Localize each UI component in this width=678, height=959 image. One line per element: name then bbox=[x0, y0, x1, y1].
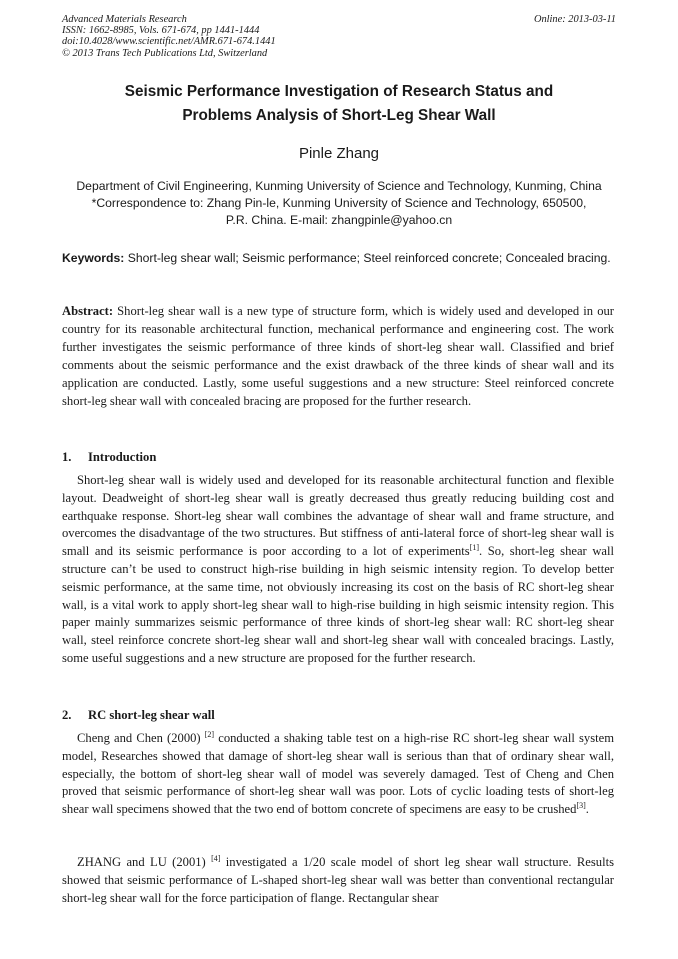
journal-copyright: © 2013 Trans Tech Publications Ltd, Switzerland bbox=[62, 47, 268, 59]
affiliation-line-1: Department of Civil Engineering, Kunming University of Science and Technology, Kunming, China bbox=[76, 179, 602, 193]
abstract-text: Short-leg shear wall is a new type of structure form, which is widely used and developed in our country for its reasonable architectural function, mechanical performance and engineering cost. The work further investigates the seismic performance of three kinds of short-leg shear wall. Classified and brief comments about the seismic performance and the exist drawback of the three kinds of shear wall and its application are conducted. Lastly, some useful suggestions and a new structure: Steel reinforced concrete short-leg shear wall with concealed bracing are proposed for the further research. bbox=[62, 304, 614, 408]
paragraph-text: investigated a 1/20 scale model of short leg shear wall structure. Results showed that seismic performance of L-shaped short-leg shear wall was better than conventional rectangular short-leg shear wall for the force participation of flange. Rectangular shear bbox=[62, 855, 614, 905]
paragraph-text: . bbox=[585, 802, 589, 817]
citation-ref: [2] bbox=[204, 730, 215, 739]
rc-paragraph-2 bbox=[62, 854, 614, 907]
paragraph-text: ZHANG and LU (2001) bbox=[77, 855, 206, 869]
section-heading-introduction bbox=[62, 449, 614, 466]
section-title: Introduction bbox=[88, 450, 157, 464]
affiliation-line-2: *Correspondence to: Zhang Pin-le, Kunming University of Science and Technology, 650500, bbox=[91, 196, 587, 211]
affiliation-line-3: P.R. China. E-mail: zhangpinle@yahoo.cn bbox=[225, 213, 453, 228]
abstract-label: Abstract: bbox=[62, 304, 114, 318]
paper-title-line-2: Problems Analysis of Short-Leg Shear Wall bbox=[182, 107, 496, 124]
section-heading-rc-short-leg-shear-wall bbox=[62, 707, 614, 724]
paragraph-text: conducted a shaking table test on a high-rise RC short-leg shear wall system model, Researches showed that damage of short-leg shear wall is serious than that of ordinary shear wall, especially, the bottom of short-leg shear wall of model was severely damaged. Test of Cheng and Chen proved that seismic performance of short-leg shear wall was poor. Lots of cyclic loading tests of short-leg shear wall specimens showed that the two end of bottom concrete of specimens are easy to be crushed bbox=[62, 731, 615, 817]
introduction-paragraph bbox=[62, 472, 614, 668]
online-date: Online: 2013-03-11 bbox=[533, 14, 616, 25]
journal-issn: ISSN: 1662-8985, Vols. 671-674, pp 1441-1444 bbox=[62, 25, 260, 37]
citation-ref: [3] bbox=[576, 801, 586, 811]
paper-title-line-1: Seismic Performance Investigation of Research Status and bbox=[124, 83, 554, 100]
journal-name: Advanced Materials Research bbox=[62, 14, 187, 25]
paragraph-text: Cheng and Chen (2000) bbox=[77, 731, 201, 745]
journal-doi: doi:10.4028/www.scientific.net/AMR.671-674.1441 bbox=[62, 36, 276, 48]
section-number: 2. bbox=[62, 708, 72, 722]
journal-header bbox=[62, 14, 616, 59]
rc-paragraph-1 bbox=[62, 730, 614, 819]
citation-ref: [1] bbox=[469, 543, 480, 553]
keywords-label: Keywords: bbox=[62, 251, 125, 265]
paper-title bbox=[62, 80, 616, 128]
affiliation bbox=[36, 178, 642, 230]
section-title: RC short-leg shear wall bbox=[88, 708, 215, 722]
paragraph-text: Short-leg shear wall is widely used and developed for its reasonable architectural function and flexible layout. Deadweight of short-leg shear wall is greatly decreased thus greatly reducing building cost and earthquake response. Short-leg shear wall combines the advantage of shear wall and frame structure, and overcomes the disadvantage of the two structures. But stiffness of anti-lateral force of short-leg shear wall is small and its seismic performance is poor according to a lot of experiments bbox=[62, 473, 614, 559]
section-number: 1. bbox=[62, 450, 72, 464]
abstract bbox=[62, 303, 614, 410]
paragraph-text: . So, short-leg shear wall structure can’t be used to construct high-rise building in high seismic intensity region. To develop better seismic performance, at the same time, not obviously increasing its cost on the basis of RC short-leg shear wall, is a vital work to apply short-leg shear wall to high-rise building in high seismic intensity region. This paper mainly summarizes seismic performance of three kinds of short-leg shear wall: RC short-leg shear wall, steel reinforce concrete short-leg shear wall and short-leg shear wall with concealed bracings. Lastly, some useful suggestions and a new structure are proposed for the further research. bbox=[62, 544, 615, 665]
author-name: Pinle Zhang bbox=[298, 145, 380, 162]
keywords-text: Short-leg shear wall; Seismic performance; Steel reinforced concrete; Concealed bracing. bbox=[127, 251, 611, 265]
citation-ref: [4] bbox=[211, 854, 221, 863]
keywords bbox=[62, 250, 614, 268]
